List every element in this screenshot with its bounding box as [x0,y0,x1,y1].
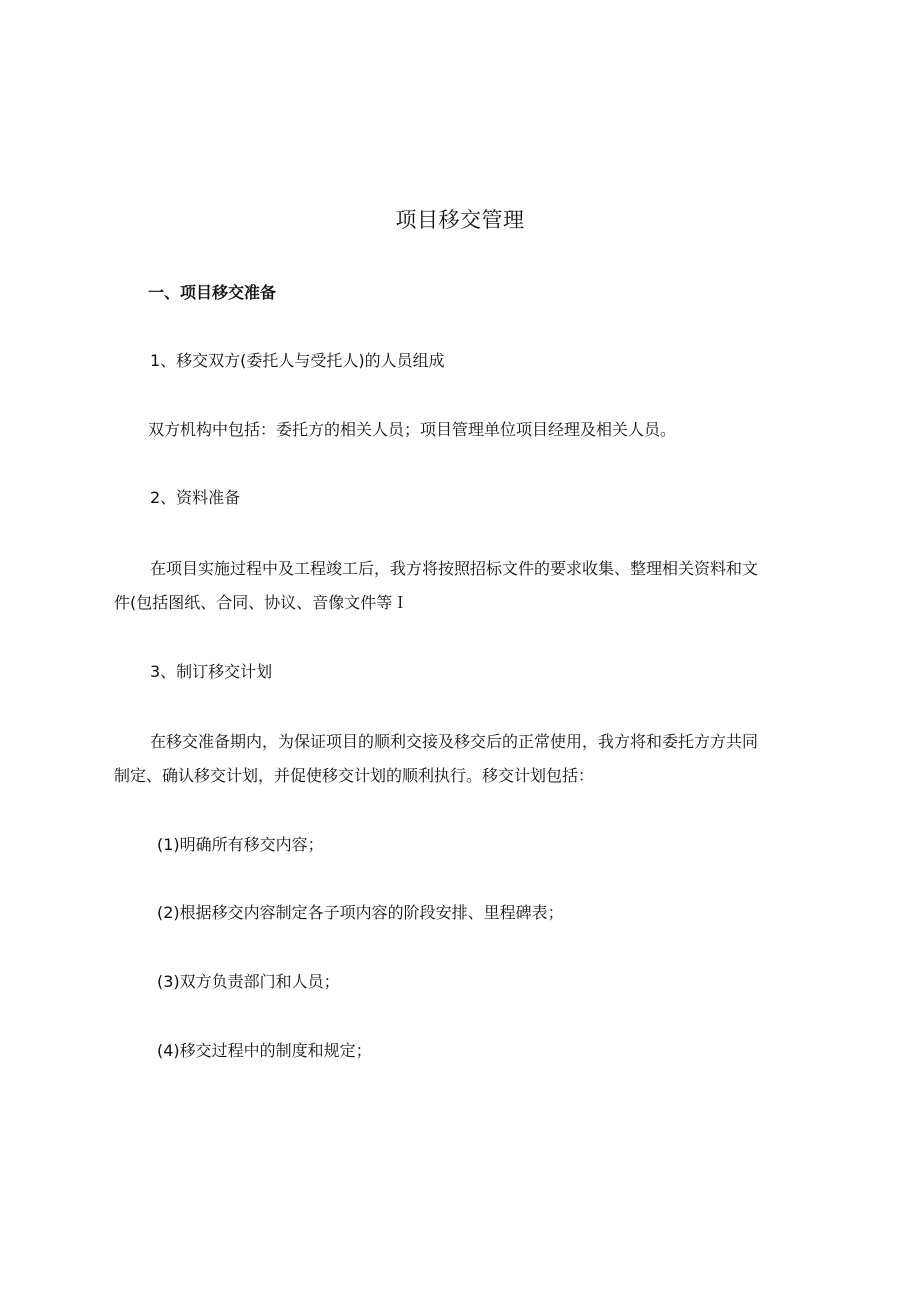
item-heading-personnel: 1、移交双方(委托人与受托人)的人员组成 [150,351,445,370]
page-title: 项目移交管理 [395,208,525,232]
list-item: (4)移交过程中的制度和规定； [157,1041,372,1060]
paragraph-materials-line2: 件(包括图纸、合同、协议、音像文件等Ｉ [114,593,409,612]
item-heading-plan: 3、制订移交计划 [150,662,273,681]
list-item: (3)双方负责部门和人员； [157,972,340,991]
section-heading: 一、项目移交准备 [148,283,277,302]
paragraph-materials-line1: 在项目实施过程中及工程竣工后，我方将按照招标文件的要求收集、整理相关资料和文 [150,559,759,578]
paragraph-plan-line1: 在移交准备期内，为保证项目的顺利交接及移交后的正常使用，我方将和委托方方共同 [150,732,759,751]
paragraph-personnel: 双方机构中包括：委托方的相关人员；项目管理单位项目经理及相关人员。 [148,420,677,439]
item-heading-materials: 2、资料准备 [150,488,241,507]
list-item: (1)明确所有移交内容； [157,835,324,854]
list-item: (2)根据移交内容制定各子项内容的阶段安排、里程碑表； [157,903,564,922]
paragraph-plan-line2: 制定、确认移交计划，并促使移交计划的顺利执行。移交计划包括： [114,766,595,785]
